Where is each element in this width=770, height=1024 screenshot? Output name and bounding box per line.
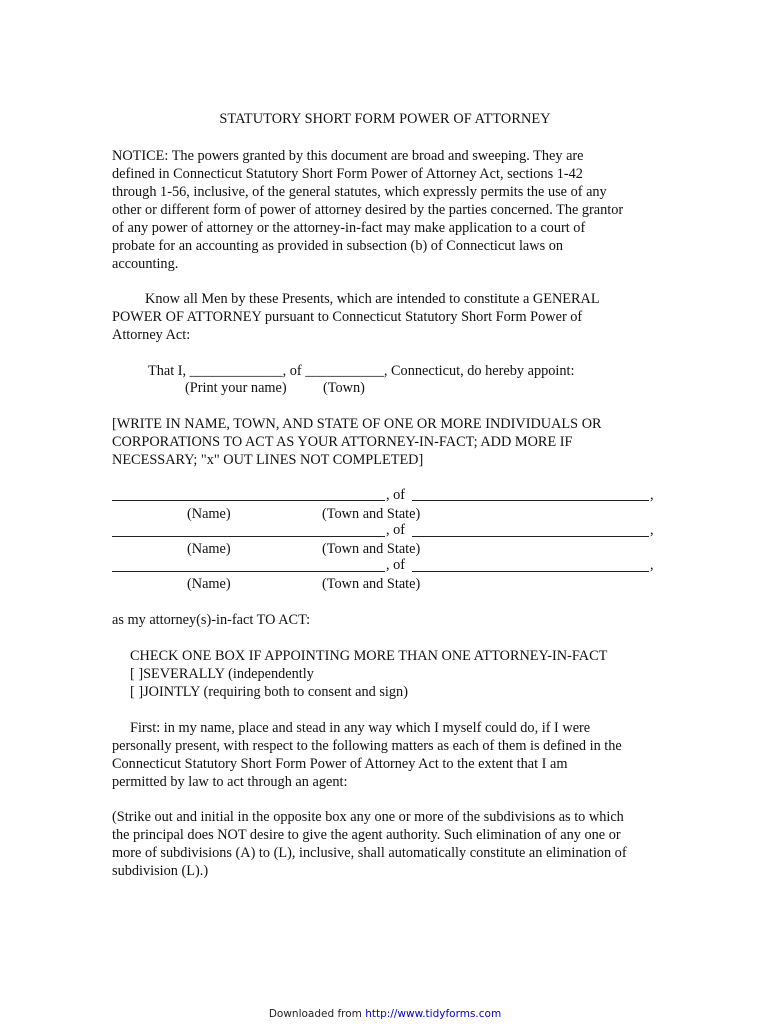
of-text: , of <box>386 522 406 538</box>
attorney-name-line[interactable] <box>112 571 385 572</box>
town-state-caption: (Town and State) <box>322 576 421 592</box>
write-in-line: NECESSARY; "x" OUT LINES NOT COMPLETED] <box>112 452 424 468</box>
first-line: First: in my name, place and stead in any way which I myself could do, if I were <box>130 720 591 736</box>
name-caption: (Name) <box>187 541 231 557</box>
footer-prefix: Downloaded from <box>268 1008 366 1020</box>
notice-line: other or different form of power of attorney desired by the parties concerned. The grantor <box>112 202 624 218</box>
check-heading: CHECK ONE BOX IF APPOINTING MORE THAN ONE ATTORNEY-IN-FACT <box>130 648 608 664</box>
as-my-attorney-text: as my attorney(s)-in-fact TO ACT: <box>112 612 311 628</box>
severally-checkbox[interactable]: [ ]SEVERALLY (independently <box>130 666 314 682</box>
town-caption: (Town) <box>323 380 365 396</box>
attorney-town-line[interactable] <box>412 536 649 537</box>
first-line: permitted by law to act through an agent: <box>112 774 348 790</box>
notice-line: accounting. <box>112 256 179 272</box>
comma-text: , <box>650 557 654 573</box>
notice-line: probate for an accounting as provided in subsection (b) of Connecticut laws on <box>112 238 564 254</box>
notice-line: NOTICE: The powers granted by this document are broad and sweeping. They are <box>112 148 584 164</box>
write-in-line: [WRITE IN NAME, TOWN, AND STATE OF ONE OR MORE INDIVIDUALS OR <box>112 416 602 432</box>
know-all-line: Attorney Act: <box>112 327 191 343</box>
first-line: personally present, with respect to the following matters as each of them is defined in the <box>112 738 622 754</box>
strike-line: subdivision (L).) <box>112 863 209 879</box>
attorney-town-line[interactable] <box>412 571 649 572</box>
strike-line: more of subdivisions (A) to (L), inclusive, shall automatically constitute an elimination of <box>112 845 627 861</box>
footer-link[interactable]: http://www.tidyforms.com <box>365 1008 502 1020</box>
town-state-caption: (Town and State) <box>322 506 421 522</box>
name-caption: (Name) <box>187 576 231 592</box>
notice-line: defined in Connecticut Statutory Short Form Power of Attorney Act, sections 1-42 <box>112 166 583 182</box>
document-title: STATUTORY SHORT FORM POWER OF ATTORNEY <box>219 111 551 127</box>
attorney-town-line[interactable] <box>412 500 649 501</box>
town-state-caption: (Town and State) <box>322 541 421 557</box>
of-text: , of <box>386 557 406 573</box>
download-footer <box>0 1008 770 1020</box>
comma-text: , <box>650 522 654 538</box>
comma-text: , <box>650 487 654 503</box>
of-text: , of <box>386 487 406 503</box>
jointly-checkbox[interactable]: [ ]JOINTLY (requiring both to consent and sign) <box>130 684 408 700</box>
attorney-name-line[interactable] <box>112 500 385 501</box>
print-name-caption: (Print your name) <box>185 380 287 396</box>
appoint-line: That I, _____________, of ___________, Connecticut, do hereby appoint: <box>148 363 575 379</box>
first-line: Connecticut Statutory Short Form Power of Attorney Act to the extent that I am <box>112 756 568 772</box>
write-in-line: CORPORATIONS TO ACT AS YOUR ATTORNEY-IN-FACT; ADD MORE IF <box>112 434 573 450</box>
attorney-name-line[interactable] <box>112 536 385 537</box>
know-all-line: POWER OF ATTORNEY pursuant to Connecticut Statutory Short Form Power of <box>112 309 583 325</box>
name-caption: (Name) <box>187 506 231 522</box>
strike-line: (Strike out and initial in the opposite box any one or more of the subdivisions as to which <box>112 809 624 825</box>
notice-line: of any power of attorney or the attorney-in-fact may make application to a court of <box>112 220 586 236</box>
notice-line: through 1-56, inclusive, of the general statutes, which expressly permits the use of any <box>112 184 607 200</box>
know-all-line: Know all Men by these Presents, which are intended to constitute a GENERAL <box>145 291 600 307</box>
strike-line: the principal does NOT desire to give the agent authority. Such elimination of any one or <box>112 827 621 843</box>
